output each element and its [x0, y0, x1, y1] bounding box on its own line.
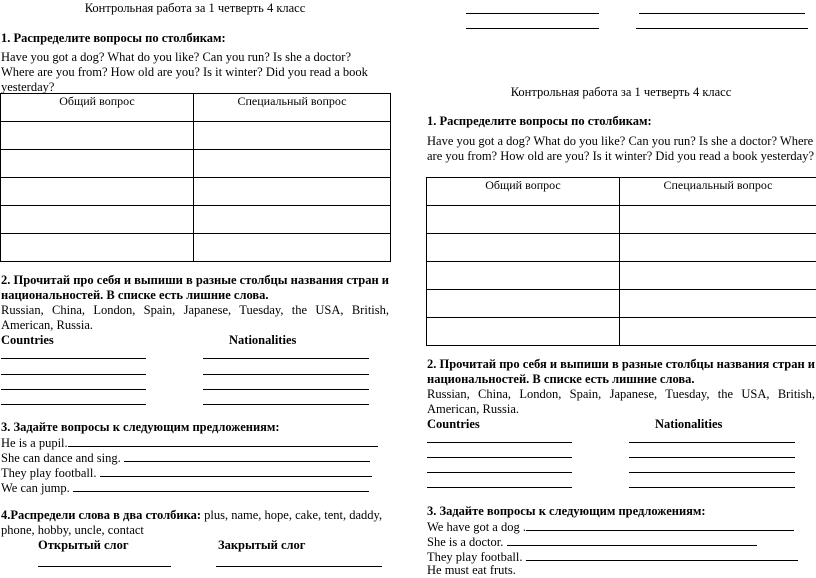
- answer-line[interactable]: [427, 442, 572, 443]
- answer-line[interactable]: [1, 358, 146, 359]
- table-cell[interactable]: [427, 290, 620, 318]
- table-cell[interactable]: [427, 262, 620, 290]
- sentence-row: She can dance and sing.: [1, 450, 370, 466]
- answer-line[interactable]: [100, 465, 372, 477]
- table-cell[interactable]: [620, 234, 816, 262]
- open-syllable-label: Открытый слог: [38, 538, 129, 553]
- sentence-row: We have got a dog .: [427, 519, 794, 535]
- task3-heading: 3. Задайте вопросы к следующим предложениям:: [1, 420, 280, 435]
- answer-line[interactable]: [68, 435, 378, 447]
- answer-line[interactable]: [629, 487, 795, 488]
- nationalities-label: Nationalities: [655, 417, 722, 432]
- worksheet-title: Контрольная работа за 1 четверть 4 класс: [426, 85, 816, 100]
- table-cell[interactable]: [1, 206, 194, 234]
- answer-line[interactable]: [427, 487, 572, 488]
- task3-heading: 3. Задайте вопросы к следующим предложениям:: [427, 504, 706, 519]
- answer-line[interactable]: [124, 450, 370, 462]
- answer-line[interactable]: [203, 358, 369, 359]
- table-header-special: Специальный вопрос: [194, 94, 391, 122]
- nationalities-label: Nationalities: [229, 333, 296, 348]
- task1-questions: Have you got a dog? What do you like? Can you run? Is she a doctor? Where are you from? How old are you? Is it winter? Did you read a book yesterday?: [427, 134, 816, 164]
- task1-questions: Have you got a dog? What do you like? Can you run? Is she a doctor? Where are you from? How old are you? Is it winter? Did you read a book yesterday?: [1, 50, 387, 95]
- task1-table: [426, 177, 816, 346]
- worksheet-title: Контрольная работа за 1 четверть 4 класс: [0, 1, 390, 16]
- answer-line[interactable]: [466, 28, 599, 29]
- task2-words: Russian, China, London, Spain, Japanese, Tuesday, the USA, British, American, Russia.: [427, 387, 815, 417]
- answer-line[interactable]: [216, 566, 382, 567]
- answer-line[interactable]: [629, 442, 795, 443]
- answer-line[interactable]: [507, 534, 757, 546]
- table-cell[interactable]: [1, 234, 194, 262]
- answer-line[interactable]: [203, 374, 369, 375]
- table-cell[interactable]: [194, 150, 391, 178]
- answer-line[interactable]: [526, 519, 794, 531]
- closed-syllable-label: Закрытый слог: [218, 538, 305, 553]
- answer-line[interactable]: [1, 404, 146, 405]
- answer-line[interactable]: [73, 480, 369, 492]
- answer-line[interactable]: [526, 549, 798, 561]
- sentence-row: He is a pupil.: [1, 435, 378, 451]
- table-cell[interactable]: [620, 206, 816, 234]
- table-cell[interactable]: [194, 178, 391, 206]
- table-header-special: Специальный вопрос: [620, 178, 816, 206]
- answer-line[interactable]: [636, 28, 808, 29]
- table-cell[interactable]: [427, 318, 620, 346]
- sentence-row: They play football.: [1, 465, 372, 481]
- table-cell[interactable]: [194, 122, 391, 150]
- answer-line[interactable]: [427, 457, 572, 458]
- left-worksheet: [0, 0, 390, 576]
- countries-label: Countries: [1, 333, 54, 348]
- task1-heading: 1. Распределите вопросы по столбикам:: [1, 31, 226, 46]
- table-cell[interactable]: [427, 234, 620, 262]
- task4-text: 4.Распредели слова в два столбика: plus, name, hope, cake, tent, daddy, phone, hobby, uncle, contact: [1, 508, 389, 538]
- answer-line[interactable]: [629, 457, 795, 458]
- task2-heading: 2. Прочитай про себя и выпиши в разные столбцы названия стран и национальностей. В списке есть лишние слова.: [427, 357, 815, 387]
- task1-table: [0, 93, 391, 262]
- answer-line[interactable]: [629, 472, 795, 473]
- answer-line[interactable]: [203, 389, 369, 390]
- answer-line[interactable]: [38, 566, 171, 567]
- task2-words: Russian, China, London, Spain, Japanese, Tuesday, the USA, British, American, Russia.: [1, 303, 389, 333]
- sentence-row: We can jump.: [1, 480, 369, 496]
- table-cell[interactable]: [1, 178, 194, 206]
- table-cell[interactable]: [194, 234, 391, 262]
- answer-line[interactable]: [427, 472, 572, 473]
- table-cell[interactable]: [1, 122, 194, 150]
- countries-label: Countries: [427, 417, 480, 432]
- sentence-row: He must eat fruts.: [427, 563, 516, 578]
- right-worksheet: [426, 0, 816, 576]
- answer-line[interactable]: [466, 13, 599, 14]
- table-cell[interactable]: [620, 262, 816, 290]
- sentence-row: She is a doctor.: [427, 534, 757, 550]
- table-header-general: Общий вопрос: [1, 94, 194, 122]
- task1-heading: 1. Распределите вопросы по столбикам:: [427, 114, 652, 129]
- table-header-general: Общий вопрос: [427, 178, 620, 206]
- table-cell[interactable]: [427, 206, 620, 234]
- table-cell[interactable]: [1, 150, 194, 178]
- answer-line[interactable]: [1, 389, 146, 390]
- answer-line[interactable]: [1, 374, 146, 375]
- table-cell[interactable]: [194, 206, 391, 234]
- answer-line[interactable]: [639, 13, 805, 14]
- answer-line[interactable]: [203, 404, 369, 405]
- table-cell[interactable]: [620, 290, 816, 318]
- table-cell[interactable]: [620, 318, 816, 346]
- sentence-row: They play football.: [427, 549, 798, 565]
- task2-heading: 2. Прочитай про себя и выпиши в разные столбцы названия стран и национальностей. В списке есть лишние слова.: [1, 273, 389, 303]
